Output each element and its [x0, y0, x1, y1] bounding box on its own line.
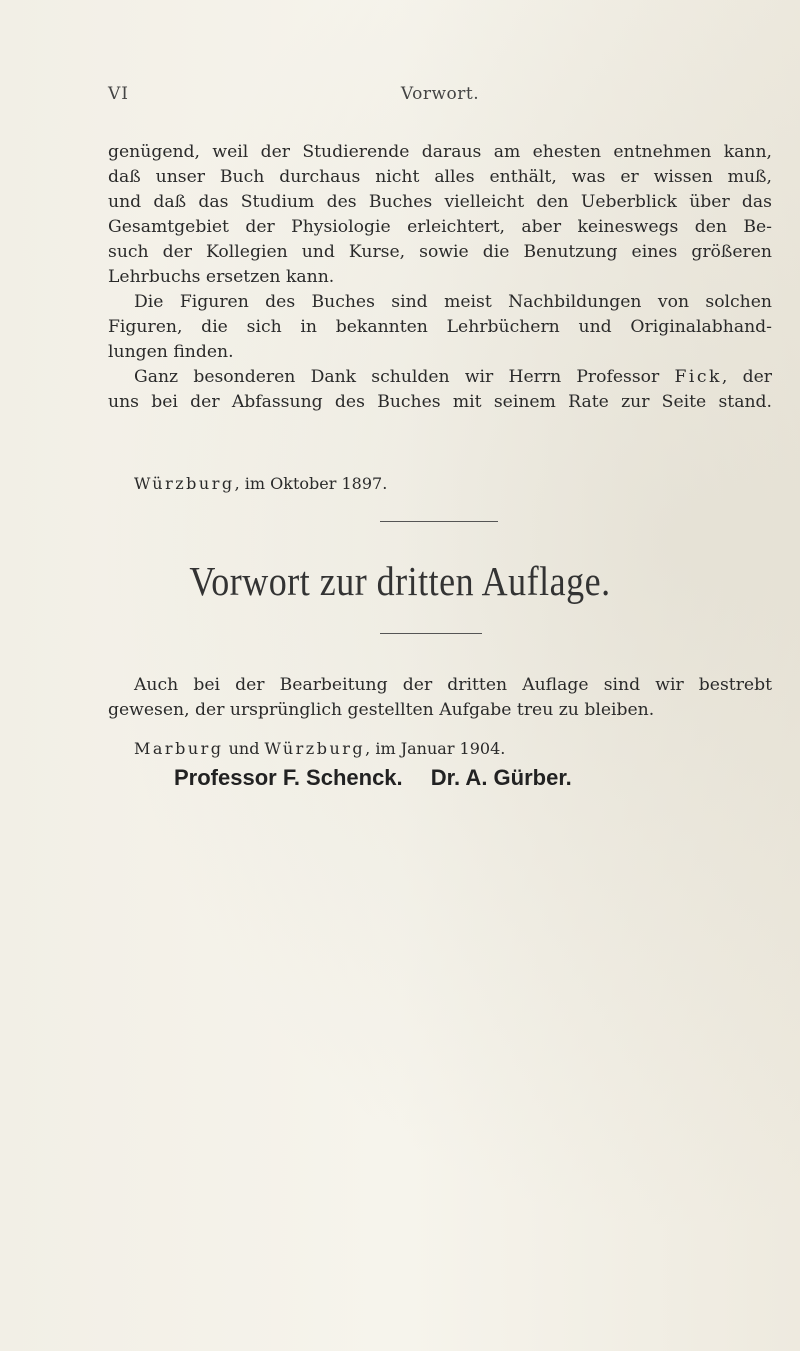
text-line: lungen finden. — [108, 342, 234, 362]
page-number: VI — [108, 84, 129, 104]
text-line: Die Figuren des Buches sind meist Nachbildungen von solchen — [134, 292, 772, 312]
text-line: Auch bei der Bearbeitung der dritten Auflage sind wir bestrebt — [134, 675, 772, 695]
dateline-1904 — [134, 739, 505, 758]
text-line: Gesamtgebiet der Physiologie erleichtert, aber keineswegs den Be- — [108, 217, 772, 237]
text-line: Figuren, die sich in bekannten Lehrbüchern und Originalabhand- — [108, 317, 772, 337]
text-line: und daß das Studium des Buches vielleicht den Ueberblick über das — [108, 192, 772, 212]
thanks-text: Ganz besonderen Dank schulden wir Herrn Professor — [134, 367, 660, 387]
connector-text: und — [223, 739, 265, 758]
person-name: Fick — [674, 367, 722, 387]
text-line: gewesen, der ursprünglich gestellten Aufgabe treu zu bleiben. — [108, 700, 655, 720]
author-signature: Dr. A. Gürber. — [430, 765, 572, 790]
thanks-text-end: , der — [721, 367, 772, 387]
author-signature: Professor F. Schenck. — [174, 765, 403, 790]
text-line: uns bei der Abfassung des Buches mit seinem Rate zur Seite stand. — [108, 392, 772, 412]
text-line: such der Kollegien und Kurse, sowie die Benutzung eines größeren — [108, 242, 772, 262]
place-name: Marburg — [134, 739, 224, 758]
section-divider-bottom — [380, 633, 482, 634]
section-divider-top — [380, 521, 498, 522]
text-line — [108, 365, 772, 390]
third-edition-body — [108, 672, 772, 722]
preface-body — [108, 140, 772, 415]
dateline-1897 — [134, 474, 387, 493]
author-signatures — [174, 765, 754, 791]
date-text: , im Januar 1904. — [365, 739, 506, 758]
running-head — [108, 84, 772, 108]
text-line: Lehrbuchs ersetzen kann. — [108, 267, 335, 287]
place-name: Würzburg — [134, 474, 235, 493]
date-text: , im Oktober 1897. — [234, 474, 388, 493]
text-line: genügend, weil der Studierende daraus am ehesten entnehmen kann, — [108, 142, 772, 162]
running-title: Vorwort. — [400, 84, 480, 104]
text-line: daß unser Buch durchaus nicht alles enthält, was er wissen muß, — [108, 167, 772, 187]
section-heading: Vorwort zur dritten Auflage. — [189, 558, 611, 604]
place-name: Würzburg — [264, 739, 366, 758]
